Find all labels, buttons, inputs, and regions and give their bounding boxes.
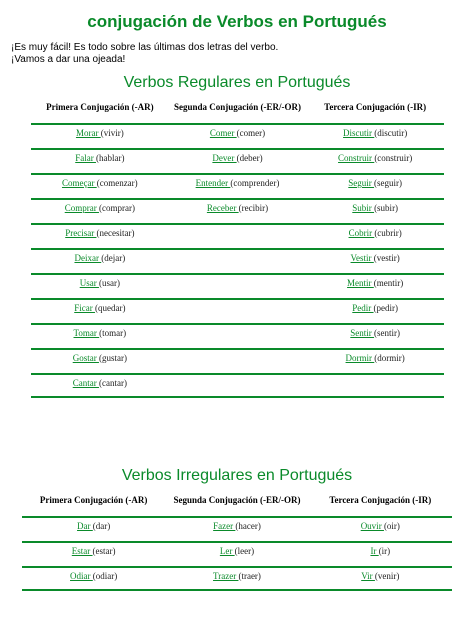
table-cell [31, 350, 169, 373]
table-cell [165, 568, 308, 589]
verb-link[interactable]: Comer [209, 128, 237, 138]
intro-line-1: ¡Es muy fácil! Es todo sobre las últimas dos letras del verbo. [11, 42, 279, 53]
verb-translation: (ir) [378, 546, 391, 556]
verb-translation: (necesitar) [96, 228, 135, 238]
verb-link[interactable]: Entender [195, 178, 231, 188]
verb-link[interactable]: Odiar [70, 571, 93, 581]
verb-translation: (discutir) [374, 128, 408, 138]
verb-translation: (mentir) [373, 278, 404, 288]
table-cell [165, 518, 308, 541]
table-cell [31, 200, 169, 223]
verb-link[interactable]: Ir [370, 546, 379, 556]
irregular-col-ar: Primera Conjugación (-AR) [39, 495, 148, 505]
verb-translation: (comprar) [98, 203, 135, 213]
table-cell [306, 275, 444, 298]
verb-translation: (dormir) [374, 353, 405, 363]
verb-link[interactable]: Subir [352, 203, 375, 213]
irregular-rows [22, 516, 452, 591]
table-cell [169, 375, 307, 396]
table-cell [31, 225, 169, 248]
verb-link[interactable]: Morar [75, 128, 101, 138]
verb-link[interactable]: Falar [75, 153, 96, 163]
table-cell [31, 175, 169, 198]
verb-link[interactable]: Deixar [74, 253, 102, 263]
table-cell [169, 300, 307, 323]
table-cell [169, 200, 307, 223]
table-row [31, 298, 444, 323]
verb-translation: (odiar) [92, 571, 118, 581]
verb-translation: (deber) [236, 153, 263, 163]
verb-link[interactable]: Usar [79, 278, 99, 288]
verb-link[interactable]: Construir [338, 153, 375, 163]
table-cell [165, 543, 308, 566]
verb-translation: (traer) [238, 571, 261, 581]
intro-line-2: ¡Vamos a dar una ojeada! [11, 54, 126, 65]
verb-link[interactable]: Pedir [352, 303, 374, 313]
table-row [22, 516, 452, 541]
verb-translation: (comenzar) [96, 178, 138, 188]
irregular-col-ir: Tercera Conjugación (-IR) [329, 495, 432, 505]
table-row [31, 373, 444, 398]
table-cell [169, 125, 307, 148]
regular-table-header [31, 101, 444, 113]
page-title: conjugación de Verbos en Portugués [87, 12, 387, 31]
verb-link[interactable]: Vestir [350, 253, 374, 263]
verb-translation: (seguir) [374, 178, 403, 188]
verb-translation: (hablar) [95, 153, 125, 163]
verb-link[interactable]: Sentir [350, 328, 375, 338]
verb-translation: (pedir) [373, 303, 399, 313]
table-row [31, 323, 444, 348]
table-cell [306, 325, 444, 348]
verb-translation: (dejar) [101, 253, 126, 263]
table-cell [31, 325, 169, 348]
table-cell [169, 175, 307, 198]
table-row [31, 348, 444, 373]
table-row [31, 148, 444, 173]
verb-translation: (estar) [92, 546, 116, 556]
verb-link[interactable]: Ficar [74, 303, 95, 313]
irregular-col-er: Segunda Conjugación (-ER/-OR) [173, 495, 301, 505]
table-cell [309, 543, 452, 566]
table-row [31, 248, 444, 273]
verb-link[interactable]: Dormir [345, 353, 375, 363]
table-cell [169, 350, 307, 373]
verb-link[interactable]: Receber [206, 203, 239, 213]
verb-link[interactable]: Comprar [64, 203, 99, 213]
table-cell [306, 300, 444, 323]
verb-link[interactable]: Dar [77, 521, 93, 531]
regular-col-er: Segunda Conjugación (-ER/-OR) [174, 102, 302, 112]
table-cell [306, 125, 444, 148]
irregular-heading: Verbos Irregulares en Portugués [121, 467, 353, 484]
table-cell [22, 568, 165, 589]
verb-translation: (hacer) [235, 521, 261, 531]
verb-translation: (cubrir) [374, 228, 402, 238]
verb-translation: (quedar) [94, 303, 126, 313]
regular-rows [31, 123, 444, 398]
verb-translation: (construir) [374, 153, 413, 163]
verb-link[interactable]: Estar [71, 546, 93, 556]
table-cell [169, 325, 307, 348]
regular-verbs-table [31, 101, 444, 398]
verb-link[interactable]: Ler [219, 546, 235, 556]
verb-translation: (gustar) [98, 353, 127, 363]
verb-link[interactable]: Começar [61, 178, 97, 188]
verb-link[interactable]: Tomar [73, 328, 100, 338]
table-cell [31, 125, 169, 148]
table-cell [169, 225, 307, 248]
regular-col-ar: Primera Conjugación (-AR) [46, 102, 154, 112]
verb-link[interactable]: Gostar [72, 353, 99, 363]
verb-translation: (leer) [234, 546, 255, 556]
table-row [31, 273, 444, 298]
verb-translation: (vivir) [100, 128, 124, 138]
verb-translation: (venir) [374, 571, 400, 581]
irregular-table-header [22, 494, 452, 506]
verb-link[interactable]: Precisar [65, 228, 97, 238]
regular-heading: Verbos Regulares en Portugués [123, 74, 351, 91]
irregular-verbs-table [22, 494, 452, 591]
verb-link[interactable]: Discutir [343, 128, 375, 138]
verb-translation: (comer) [236, 128, 266, 138]
verb-link[interactable]: Seguir [348, 178, 375, 188]
table-cell [169, 275, 307, 298]
intro-text [11, 42, 278, 66]
table-cell [306, 375, 444, 396]
verb-translation: (recibir) [238, 203, 269, 213]
table-cell [169, 250, 307, 273]
table-cell [306, 250, 444, 273]
verb-translation: (cantar) [98, 378, 127, 388]
verb-translation: (subir) [374, 203, 399, 213]
table-cell [306, 350, 444, 373]
table-cell [22, 543, 165, 566]
table-cell [31, 150, 169, 173]
verb-translation: (oir) [383, 521, 400, 531]
table-cell [306, 175, 444, 198]
verb-link[interactable]: Dever [212, 153, 237, 163]
verb-translation: (sentir) [374, 328, 401, 338]
verb-link[interactable]: Trazer [213, 571, 239, 581]
table-cell [309, 568, 452, 589]
table-cell [306, 225, 444, 248]
verb-translation: (tomar) [99, 328, 127, 338]
table-row [31, 198, 444, 223]
verb-translation: (vestir) [373, 253, 400, 263]
verb-link[interactable]: Ouvir [360, 521, 384, 531]
table-row [22, 566, 452, 591]
table-row [31, 223, 444, 248]
table-cell [31, 375, 169, 396]
verb-link[interactable]: Mentir [347, 278, 374, 288]
table-row [31, 123, 444, 148]
table-cell [31, 275, 169, 298]
table-cell [306, 150, 444, 173]
verb-link[interactable]: Vir [361, 571, 375, 581]
verb-link[interactable]: Fazer [213, 521, 236, 531]
table-cell [309, 518, 452, 541]
table-row [22, 541, 452, 566]
table-cell [31, 250, 169, 273]
table-cell [22, 518, 165, 541]
verb-translation: (dar) [92, 521, 111, 531]
regular-col-ir: Tercera Conjugación (-IR) [324, 102, 427, 112]
verb-link[interactable]: Cobrir [348, 228, 375, 238]
table-cell [31, 300, 169, 323]
verb-link[interactable]: Cantar [72, 378, 99, 388]
verb-translation: (comprender) [230, 178, 280, 188]
table-cell [306, 200, 444, 223]
verb-translation: (usar) [98, 278, 120, 288]
table-row [31, 173, 444, 198]
table-cell [169, 150, 307, 173]
